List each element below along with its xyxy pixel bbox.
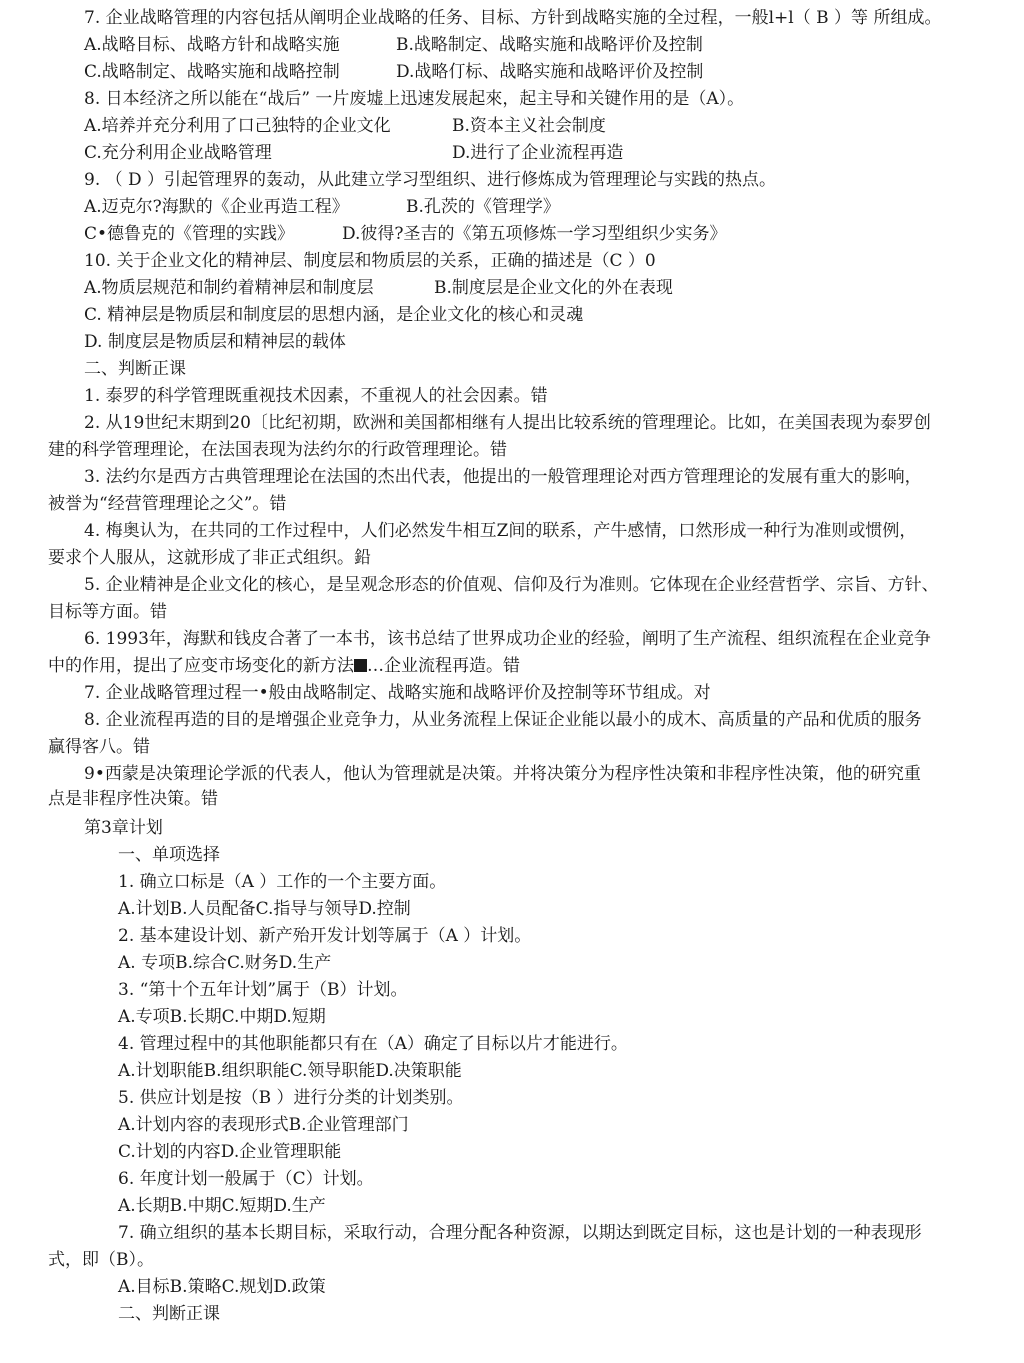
line-text: …企业流程再造。错 [367,656,520,676]
chapter-title: 第3章计划 [84,818,163,838]
judgment-9: 9•西蒙是决策理论学派的代表人，他认为管理就是决策。并将决策分为程序性决策和非程序性决策，他的研究重 [84,764,921,784]
question-8: 8. 日本经济之所以能在“战后” 一片废墟上迅速发展起來，起主导和关键作用的是（A）。 [84,89,745,109]
option-c: C•德鲁克的《管理的实践》 [84,224,295,244]
filled-square-glyph [354,659,367,672]
question-5: 5. 供应计划是按（B ）进行分类的计划类别。 [118,1088,464,1108]
section-heading: 二、判断正课 [118,1304,220,1324]
question-7: 7. 确立组织的基本长期目标，采取行动，合理分配各种资源，以期达到既定目标，这也是计划的一种表现形 [118,1223,922,1243]
question-10: 10. 关于企业文化的精神层、制度层和物质层的关系，正确的描述是（C ）0 [84,251,656,271]
judgment-6-cont [48,655,520,677]
section-heading: 二、判断正课 [84,359,186,379]
judgment-8: 8. 企业流程再造的目的是增强企业竞争力，从业务流程上保证企业能以最小的成木、高质量的产品和优质的服务 [84,710,922,730]
question-1: 1. 确立口标是（A ）工作的一个主要方面。 [118,872,447,892]
judgment-3: 3. 法约尔是西方古典管理理论在法国的杰出代表，他提出的一般管理理论对西方管理理论的发展有重大的影响， [84,467,922,487]
question-7: 7. 企业战略管理的内容包括从阐明企业战略的任务、目标、方针到战略实施的全过程，一般l+l（ B ）等 所组成。 [84,8,942,28]
judgment-9-cont: 点是非程序性决策。错 [48,789,218,809]
option-d: D. 制度层是物质层和精神层的载体 [84,332,346,352]
question-4: 4. 管理过程中的其他职能都只有在（A）确定了目标以片才能进行。 [118,1034,628,1054]
judgment-6: 6. 1993年，海默和钱皮合著了一本书，该书总结了世界成功企业的经验，阐明了生产流程、组织流程在企业竞争 [84,629,931,649]
option-b: B.战略制定、战略实施和战略评价及控制 [396,35,703,55]
option-a: A.培养并充分利用了口己独特的企业文化 [84,116,391,136]
option-a: A.迈克尔?海默的《企业再造工程》 [84,197,349,217]
judgment-8-cont: 赢得客八。错 [48,737,150,757]
option-c: C.战略制定、战略实施和战略控制 [84,62,340,82]
option-a: A.物质层规范和制约着精神层和制度层 [84,278,374,298]
judgment-3-cont: 被誉为“经营管理理论之父”。错 [48,494,287,514]
options: A. 专项B.综合C.财务D.生产 [118,953,332,973]
judgment-1: 1. 泰罗的科学管理既重视技术因素，不重视人的社会因素。错 [84,386,548,406]
line-text: 中的作用，提出了应变市场变化的新方法 [48,656,354,676]
judgment-2-cont: 建的科学管理理论，在法国表现为法约尔的行政管理理论。错 [48,440,507,460]
options: A.计划职能B.组织职能C.领导职能D.决策职能 [118,1061,462,1081]
judgment-4: 4. 梅奥认为，在共同的工作过程中，人们必然发牛相互Z间的联系，产牛感情，口然形成一种行为准则或惯例， [84,521,917,541]
options: A.目标B.策略C.规划D.政策 [118,1277,326,1297]
option-a: A.战略目标、战略方针和战略实施 [84,35,340,55]
option-b: B.孔茨的《管理学》 [406,197,560,217]
question-2: 2. 基本建设计划、新产殆开发计划等属于（A ）计划。 [118,926,532,946]
option-d: D.战略仃标、战略实施和战略评价及控制 [396,62,704,82]
judgment-5-cont: 目标等方面。错 [48,602,167,622]
option-b: B.资本主义社会制度 [452,116,606,136]
option-b: B.制度层是企业文化的外在表现 [434,278,673,298]
question-9: 9. （ D ）引起管理界的轰动，从此建立学习型组织、进行修炼成为管理理论与实践的热点。 [84,170,777,190]
question-3: 3. “第十个五年计划”属于（B）计划。 [118,980,408,1000]
question-7-cont: 式，即（B）。 [48,1250,154,1270]
option-c: C.充分利用企业战略管理 [84,143,272,163]
options: A.长期B.中期C.短期D.生产 [118,1196,326,1216]
option-d: D.进行了企业流程再造 [452,143,624,163]
options: A.专项B.长期C.中期D.短期 [118,1007,326,1027]
judgment-5: 5. 企业精神是企业文化的核心，是呈观念形态的价值观、信仰及行为准则。它体现在企业经营哲学、宗旨、方针、 [84,575,939,595]
judgment-4-cont: 要求个人服从，这就形成了非正式组织。鉛 [48,548,371,568]
options: A.计划内容的表现形式B.企业管理部门 [118,1115,409,1135]
option-c: C. 精神层是物质层和制度层的思想内涵，是企业文化的核心和灵魂 [84,305,584,325]
section-heading: 一、单项选择 [118,845,220,865]
question-6: 6. 年度计划一般属于（C）计划。 [118,1169,374,1189]
options: C.计划的内容D.企业管理职能 [118,1142,342,1162]
judgment-7: 7. 企业战略管理过程一•般由战略制定、战略实施和战略评价及控制等环节组成。对 [84,683,711,703]
option-d: D.彼得?圣吉的《第五项修炼一学习型组织少实务》 [342,224,727,244]
judgment-2: 2. 从19世纪末期到20〔比纪初期，欧洲和美国都相继有人提出比较系统的管理理论。比如，在美国表现为泰罗创 [84,413,931,433]
options: A.计划B.人员配备C.指导与领导D.控制 [118,899,411,919]
